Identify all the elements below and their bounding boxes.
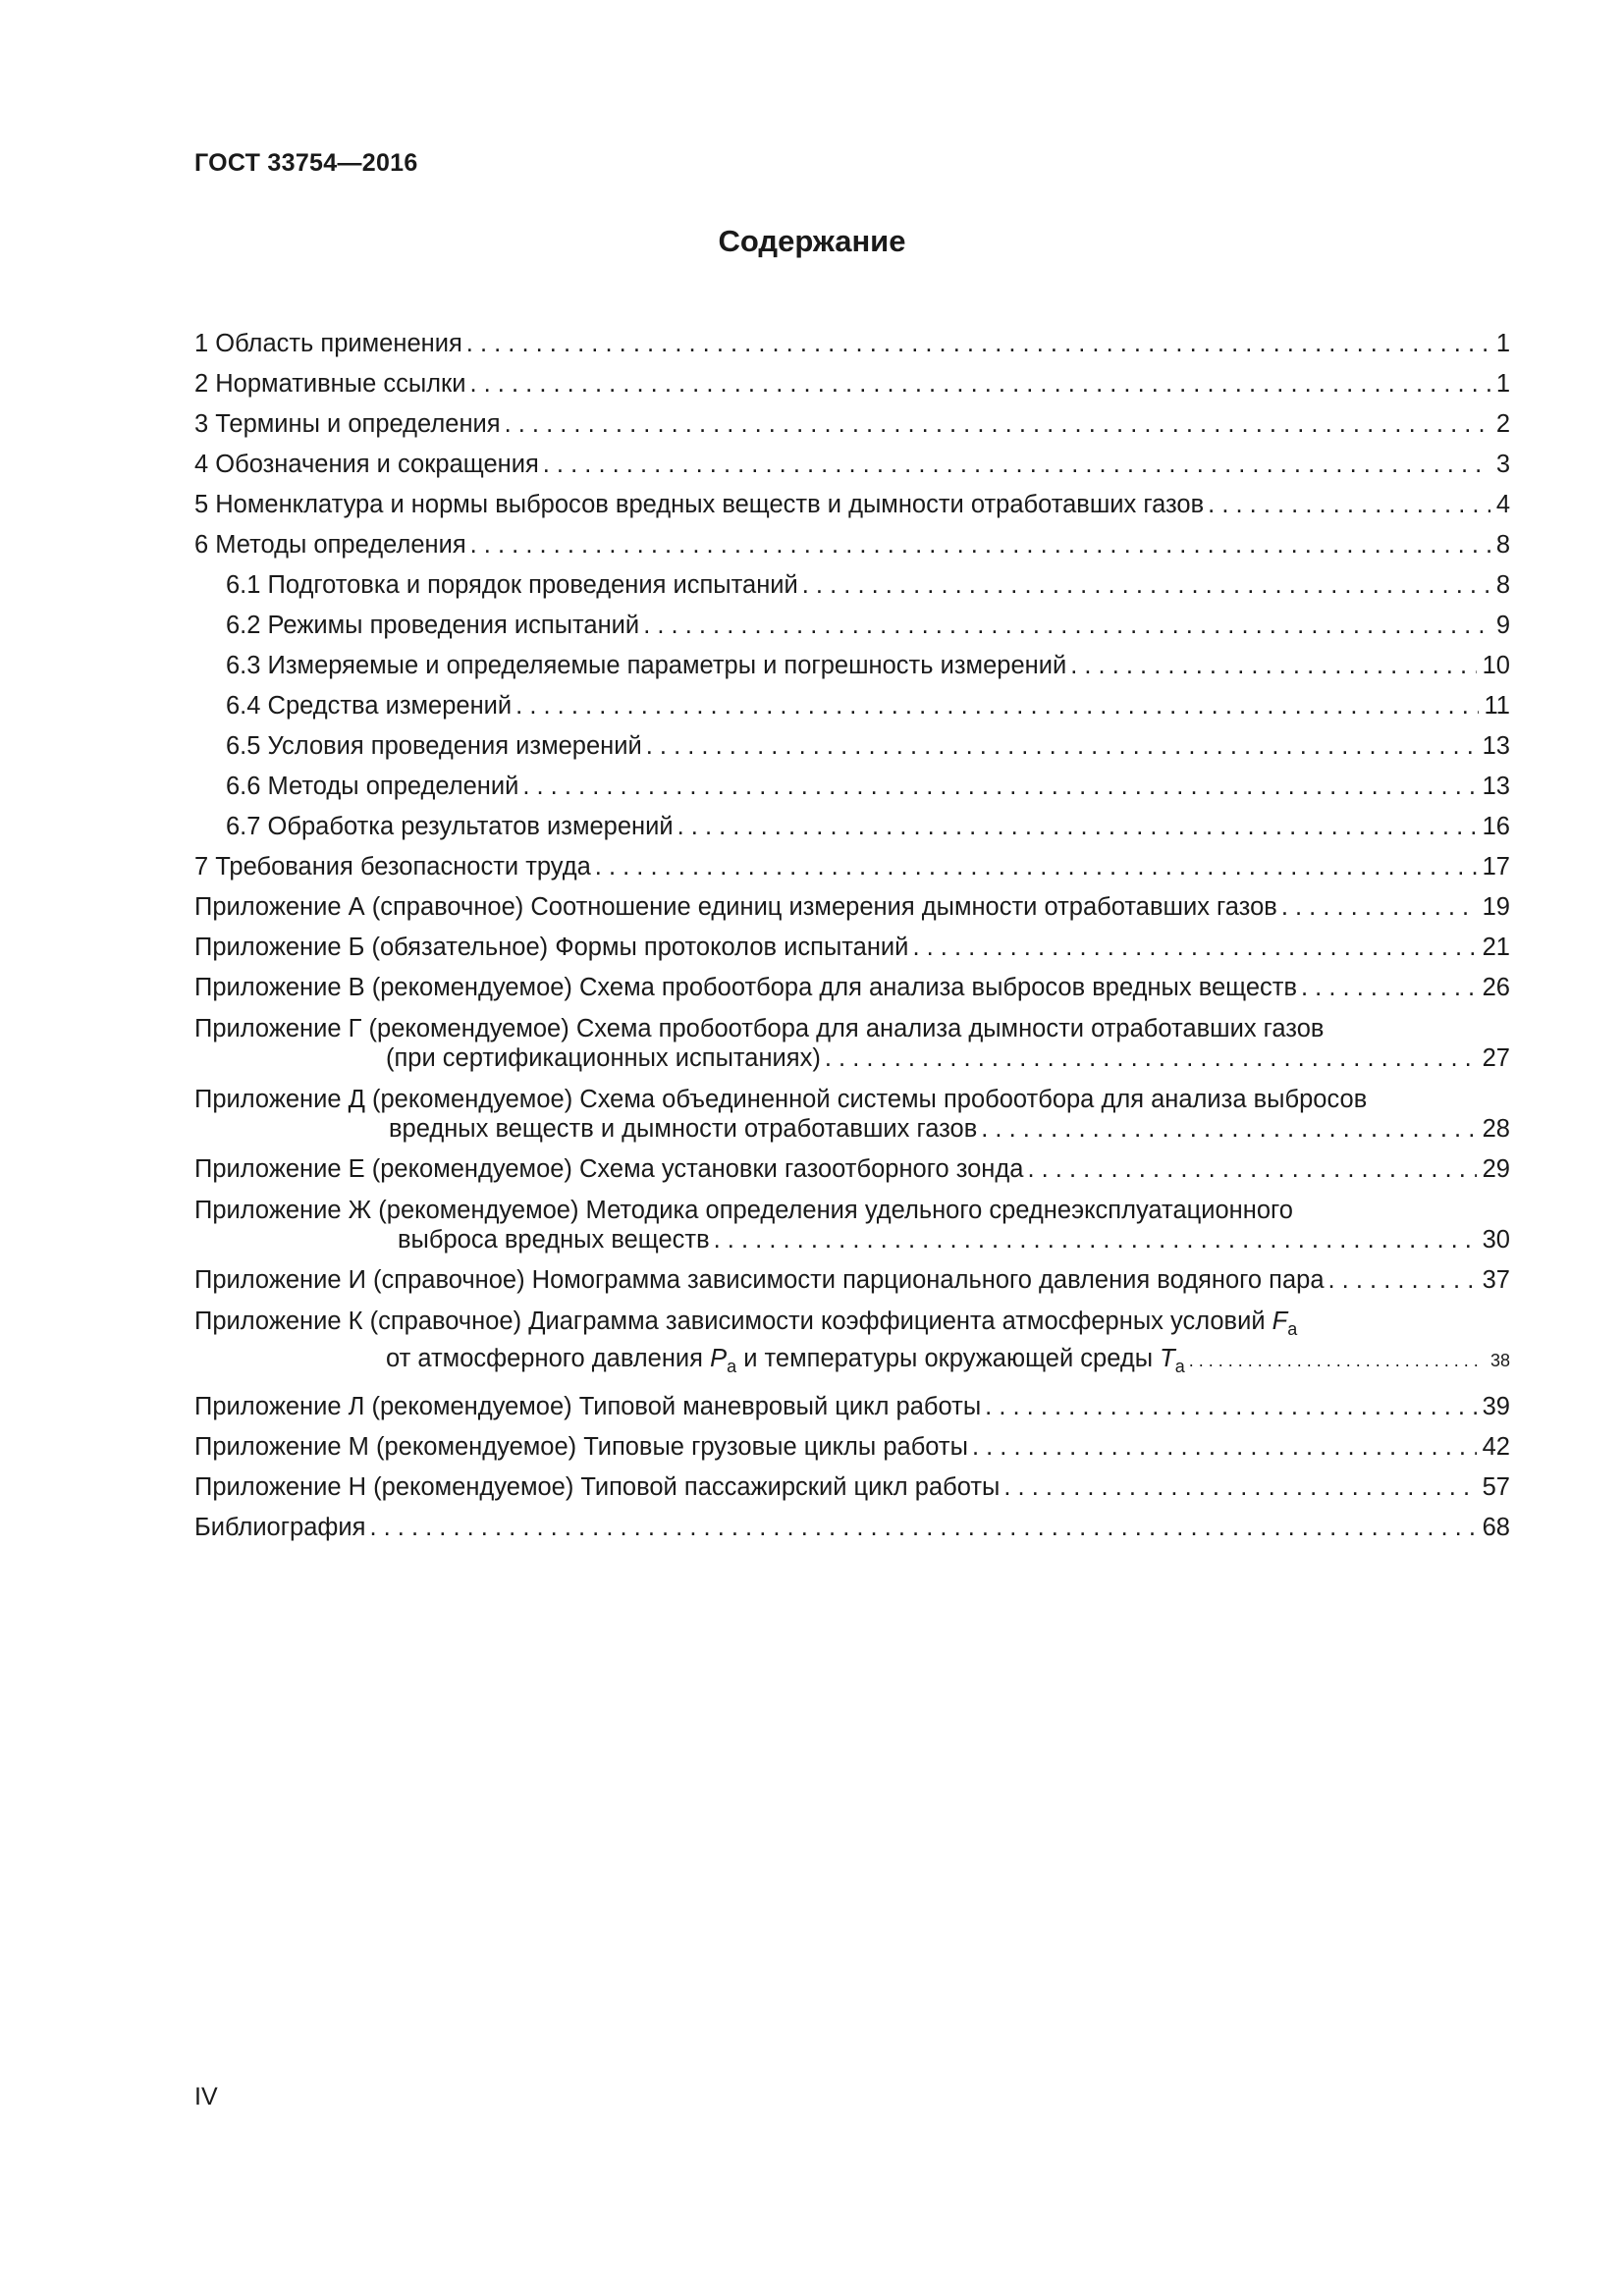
toc-entry[interactable] — [194, 324, 1510, 364]
dot-leader — [369, 1508, 1476, 1548]
toc-page-number: 37 — [1482, 1266, 1510, 1294]
toc-entry-line — [194, 1012, 1510, 1045]
dot-leader — [595, 847, 1477, 887]
dot-leader — [643, 606, 1490, 646]
toc-entry[interactable] — [194, 1079, 1510, 1146]
toc-entry-line — [194, 1149, 1510, 1190]
math-symbol: P — [710, 1345, 728, 1372]
toc-entry-line — [194, 847, 1510, 887]
toc-entry-text: Приложение В (рекомендуемое) Схема пробоотбора для анализа выбросов вредных веществ — [194, 974, 1298, 1001]
toc-entry[interactable] — [194, 968, 1510, 1008]
toc-entry[interactable] — [194, 847, 1510, 887]
toc-entry-text: 3 Термины и определения — [194, 410, 501, 438]
toc-entry-text: Приложение Ж (рекомендуемое) Методика определения удельного среднеэксплуатационного — [194, 1197, 1293, 1224]
toc-page-number: 16 — [1482, 813, 1510, 840]
toc-entry-text: 7 Требования безопасности труда — [194, 853, 591, 881]
toc-entry-line — [194, 1260, 1510, 1301]
toc-page-number: 1 — [1495, 370, 1510, 398]
toc-page-number: 1 — [1495, 330, 1510, 357]
page-number: IV — [194, 2083, 218, 2110]
toc-entry[interactable] — [194, 1468, 1510, 1508]
math-symbol: T — [1160, 1345, 1175, 1372]
toc-page-number: 17 — [1482, 853, 1510, 881]
toc-entry-text: Приложение Л (рекомендуемое) Типовой маневровый цикл работы — [194, 1393, 982, 1420]
toc-entry-text: Приложение Г (рекомендуемое) Схема пробоотбора для анализа дымности отработавших газов — [194, 1015, 1325, 1042]
toc-page-number: 28 — [1482, 1115, 1510, 1143]
toc-entry[interactable] — [194, 686, 1510, 726]
toc-entry-line — [194, 1468, 1510, 1508]
toc-entry-text: 6.1 Подготовка и порядок проведения испытаний — [226, 571, 798, 599]
toc-entry-line — [194, 1305, 1510, 1346]
dot-leader — [469, 364, 1489, 404]
toc-entry-text: и температуры окружающей среды — [743, 1345, 1154, 1372]
toc-entry-text: 6.4 Средства измерений — [226, 692, 513, 720]
toc-page-number: 13 — [1482, 732, 1510, 760]
dot-leader — [505, 404, 1490, 445]
toc-entry[interactable] — [194, 1387, 1510, 1427]
toc-page-number: 57 — [1482, 1473, 1510, 1501]
toc-entry-text: 1 Область применения — [194, 330, 462, 357]
toc-entry-line — [194, 1508, 1510, 1548]
toc-entry-continuation — [194, 1041, 1510, 1075]
toc-entry-text: 6.5 Условия проведения измерений — [226, 732, 642, 760]
toc-page-number: 42 — [1482, 1433, 1510, 1461]
dot-leader — [543, 445, 1490, 485]
toc-page-number: 68 — [1482, 1514, 1510, 1541]
toc-page-number: 3 — [1495, 451, 1510, 478]
toc-entry-text: 6.3 Измеряемые и определяемые параметры и погрешность измерений — [226, 652, 1067, 679]
toc-entry[interactable] — [194, 364, 1510, 404]
toc-entry[interactable] — [194, 1508, 1510, 1548]
toc-entry-line — [226, 646, 1510, 686]
toc-entry-continuation — [194, 1342, 1510, 1383]
toc-page-number: 39 — [1482, 1393, 1510, 1420]
toc-entry-text: Приложение Е (рекомендуемое) Схема установки газоотборного зонда — [194, 1155, 1024, 1183]
toc-entry-continuation — [194, 1112, 1510, 1146]
toc-entry-line — [226, 807, 1510, 847]
toc-page-number: 4 — [1495, 491, 1510, 518]
toc-entry-line — [194, 1194, 1510, 1227]
toc-entry-text: 5 Номенклатура и нормы выбросов вредных веществ и дымности отработавших газов — [194, 491, 1205, 518]
math-subscript: а — [1174, 1357, 1185, 1376]
toc-entry-line — [194, 364, 1510, 404]
math-symbol: F — [1272, 1308, 1288, 1335]
dot-leader — [1301, 968, 1477, 1008]
table-of-contents — [194, 324, 1510, 1548]
toc-page-number: 26 — [1482, 974, 1510, 1001]
toc-entry-text: 6 Методы определения — [194, 531, 466, 559]
toc-entry-text: Приложение Н (рекомендуемое) Типовой пассажирский цикл работы — [194, 1473, 1001, 1501]
toc-entry-line — [226, 565, 1510, 606]
toc-page-number: 8 — [1495, 571, 1510, 599]
dot-leader — [912, 928, 1476, 968]
toc-entry-text: Библиография — [194, 1514, 366, 1541]
toc-title: Содержание — [718, 224, 906, 258]
toc-page-number: 2 — [1495, 410, 1510, 438]
toc-entry[interactable] — [194, 928, 1510, 968]
toc-entry[interactable] — [194, 404, 1510, 445]
dot-leader — [1328, 1260, 1477, 1301]
toc-entry-text: 6.2 Режимы проведения испытаний — [226, 612, 640, 639]
toc-entry-line — [226, 686, 1510, 726]
toc-page-number: 9 — [1495, 612, 1510, 639]
dot-leader — [646, 726, 1477, 767]
toc-entry-text: 2 Нормативные ссылки — [194, 370, 466, 398]
toc-entry[interactable] — [194, 646, 1510, 686]
toc-entry[interactable] — [194, 485, 1510, 525]
dot-leader — [1208, 485, 1490, 525]
toc-entry-line — [226, 606, 1510, 646]
dot-leader — [714, 1223, 1477, 1256]
toc-entry-text: Приложение Д (рекомендуемое) Схема объединенной системы пробоотбора для анализа выбросов — [194, 1086, 1368, 1113]
toc-entry[interactable] — [194, 1149, 1510, 1190]
toc-entry[interactable] — [194, 887, 1510, 928]
toc-entry[interactable] — [194, 1008, 1510, 1075]
toc-entry[interactable] — [194, 726, 1510, 767]
toc-entry-text: Приложение Б (обязательное) Формы протоколов испытаний — [194, 934, 909, 961]
toc-entry-line — [194, 324, 1510, 364]
toc-page-number: 10 — [1482, 652, 1510, 679]
toc-entry-line — [194, 1083, 1510, 1116]
toc-entry-text-cont: (при сертификационных испытаниях) — [386, 1044, 821, 1072]
toc-entry-line — [194, 404, 1510, 445]
math-subscript: а — [1287, 1319, 1298, 1339]
toc-page-number: 21 — [1482, 934, 1510, 961]
toc-page-number: 8 — [1495, 531, 1510, 559]
toc-entry-text: 4 Обозначения и сокращения — [194, 451, 539, 478]
toc-page-number: 30 — [1482, 1226, 1510, 1254]
dot-leader — [522, 767, 1476, 807]
dot-leader — [972, 1427, 1477, 1468]
toc-entry-continuation — [194, 1223, 1510, 1256]
toc-entry-line — [194, 887, 1510, 928]
toc-entry[interactable] — [194, 1260, 1510, 1301]
toc-page-number: 38 — [1489, 1351, 1510, 1370]
toc-page-number: 13 — [1482, 773, 1510, 800]
toc-entry-line — [194, 1427, 1510, 1468]
toc-entry-text: Приложение И (справочное) Номограмма зависимости парционального давления водяного пара — [194, 1266, 1325, 1294]
toc-entry-line — [194, 968, 1510, 1008]
toc-entry-line — [194, 445, 1510, 485]
toc-entry[interactable] — [194, 1301, 1510, 1383]
toc-entry-text-cont: вредных веществ и дымности отработавших газов — [389, 1115, 978, 1143]
dot-leader — [1070, 646, 1476, 686]
dot-leader — [1281, 887, 1477, 928]
toc-page-number: 19 — [1482, 893, 1510, 921]
toc-entry-line — [226, 726, 1510, 767]
document-code: ГОСТ 33754—2016 — [194, 149, 418, 177]
toc-entry-text: Приложение М (рекомендуемое) Типовые грузовые циклы работы — [194, 1433, 968, 1461]
toc-page-number: 11 — [1484, 692, 1510, 720]
math-subscript: а — [727, 1357, 737, 1376]
dot-leader — [1189, 1344, 1485, 1377]
toc-entry-line — [194, 928, 1510, 968]
toc-entry[interactable] — [194, 565, 1510, 606]
toc-entry[interactable] — [194, 1190, 1510, 1256]
dot-leader — [825, 1041, 1477, 1075]
dot-leader — [1003, 1468, 1476, 1508]
toc-entry-text: 6.6 Методы определений — [226, 773, 519, 800]
toc-entry-text: от атмосферного давления — [386, 1345, 703, 1372]
toc-entry-text-cont — [386, 1342, 1185, 1383]
toc-entry[interactable] — [194, 1427, 1510, 1468]
toc-page-number: 29 — [1482, 1155, 1510, 1183]
dot-leader — [981, 1112, 1476, 1146]
toc-entry-line — [194, 525, 1510, 565]
toc-entry-line — [194, 1387, 1510, 1427]
dot-leader — [677, 807, 1477, 847]
dot-leader — [985, 1387, 1476, 1427]
toc-entry-line — [226, 767, 1510, 807]
dot-leader — [466, 324, 1490, 364]
toc-page-number: 27 — [1482, 1044, 1510, 1072]
toc-entry[interactable] — [194, 807, 1510, 847]
toc-entry-text: Приложение К (справочное) Диаграмма зависимости коэффициента атмосферных условий — [194, 1308, 1266, 1335]
dot-leader — [1027, 1149, 1476, 1190]
toc-entry-text: 6.7 Обработка результатов измерений — [226, 813, 674, 840]
toc-entry[interactable] — [194, 767, 1510, 807]
toc-entry[interactable] — [194, 445, 1510, 485]
toc-entry[interactable] — [194, 525, 1510, 565]
toc-entry-text: Приложение А (справочное) Соотношение единиц измерения дымности отработавших газов — [194, 893, 1277, 921]
dot-leader — [515, 686, 1478, 726]
toc-entry-line — [194, 485, 1510, 525]
dot-leader — [470, 525, 1490, 565]
toc-entry[interactable] — [194, 606, 1510, 646]
dot-leader — [802, 565, 1490, 606]
toc-entry-text-cont: выброса вредных веществ — [398, 1226, 710, 1254]
